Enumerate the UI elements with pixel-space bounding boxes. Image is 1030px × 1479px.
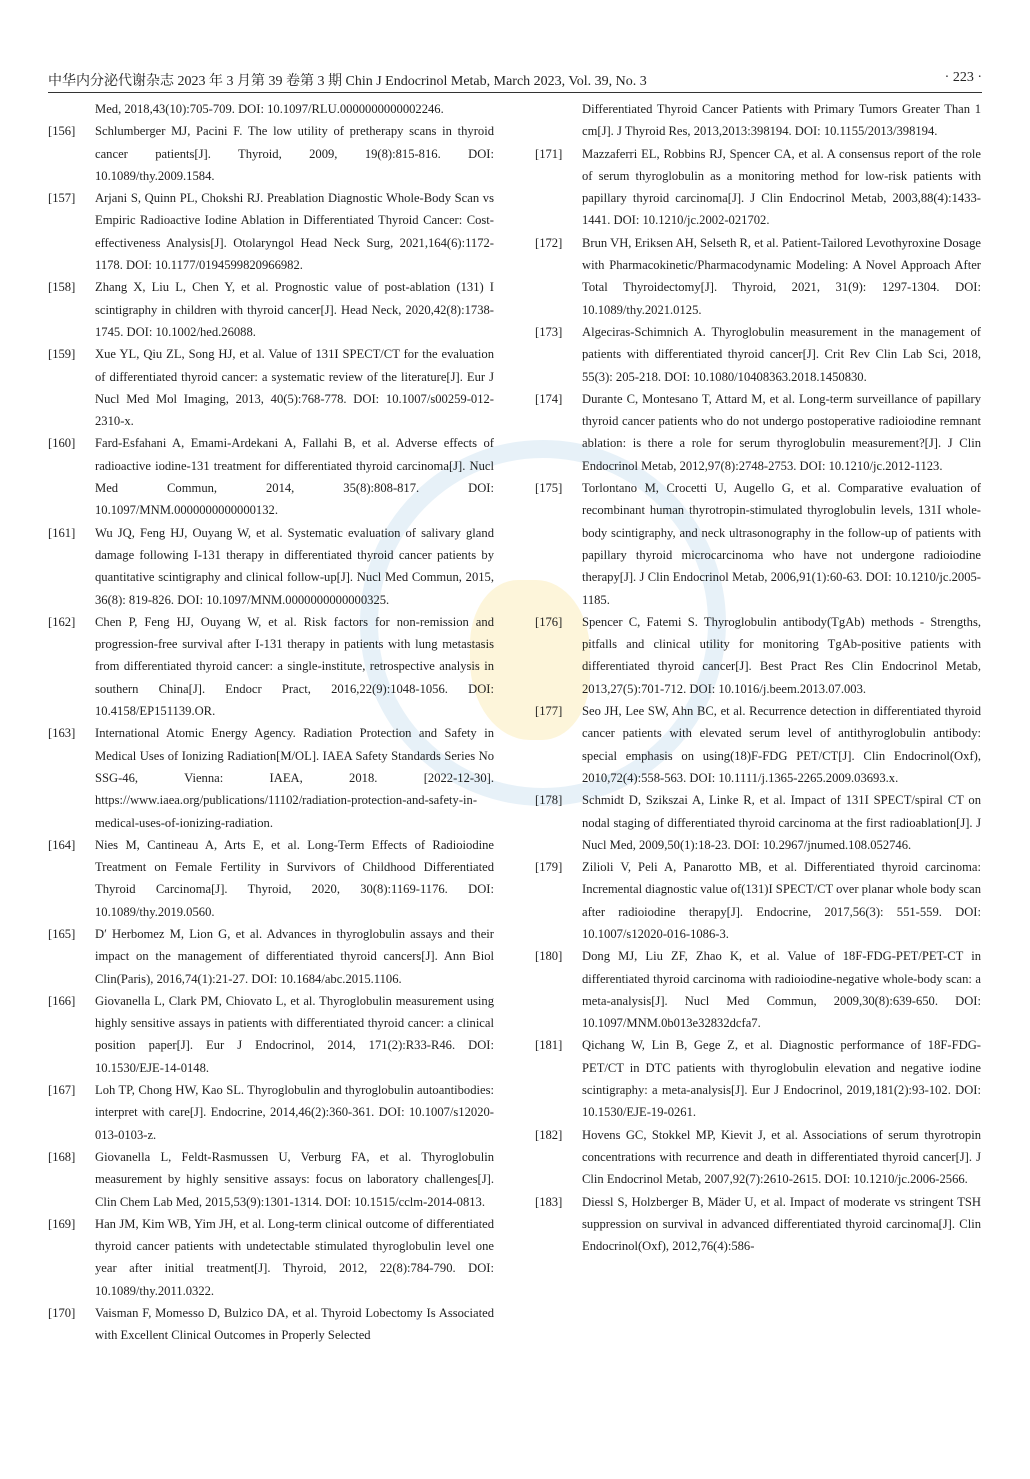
reference-text: Hovens GC, Stokkel MP, Kievit J, et al. Associations of serum thyrotropin concentrations with recurrence and death in differentiated thyroid cancer[J]. J Clin Endocrinol Metab, 2007,92(7):2610-2615. DOI: 10.1210/jc.2006-2566. xyxy=(582,1127,981,1187)
reference-172 xyxy=(535,232,981,321)
reference-text: Han JM, Kim WB, Yim JH, et al. Long-term clinical outcome of differentiated thyroid cancer patients with undetectable stimulated thyroglobulin level one year after initial treatment[J]. Thyroid, 2012, 22(8):784-790. DOI: 10.1089/thy.2011.0322. xyxy=(95,1216,494,1298)
reference-number: [180] xyxy=(535,949,563,964)
reference-number: [183] xyxy=(535,1194,563,1209)
right-column xyxy=(535,98,981,1257)
reference-156 xyxy=(48,120,494,187)
reference-number: [173] xyxy=(535,324,563,339)
reference-number: [176] xyxy=(535,614,563,629)
reference-text: Xue YL, Qiu ZL, Song HJ, et al. Value of 131I SPECT/CT for the evaluation of differentiated thyroid cancer: a systematic review of the literature[J]. Eur J Nucl Med Mol Imaging, 2013, 40(5):768-778. DOI: 10.1007/s00259-012-2310-x. xyxy=(95,347,494,429)
reference-166 xyxy=(48,990,494,1079)
reference-text: D′ Herbomez M, Lion G, et al. Advances in thyroglobulin assays and their impact on the management of differentiated thyroid cancers[J]. Ann Biol Clin(Paris), 2016,74(1):21-27. DOI: 10.1684/abc.2015.1106. xyxy=(95,926,494,986)
left-column xyxy=(48,98,494,1347)
reference-text: Wu JQ, Feng HJ, Ouyang W, et al. Systematic evaluation of salivary gland damage following I-131 therapy in differentiated thyroid cancer patients by quantitative scintigraphy and clinical follow-up[J]. Nucl Med Commun, 2015, 36(8): 819-826. DOI: 10.1097/MNM.0000000000000325. xyxy=(95,525,494,607)
reference-text: Schmidt D, Szikszai A, Linke R, et al. Impact of 131I SPECT/spiral CT on nodal staging of differentiated thyroid carcinoma at the first radioablation[J]. J Nucl Med, 2009,50(1):18-23. DOI: 10.2967/jnumed.108.052746. xyxy=(582,793,981,852)
reference-number: [177] xyxy=(535,704,563,719)
reference-text: Fard-Esfahani A, Emami-Ardekani A, Fallahi B, et al. Adverse effects of radioactive iodine-131 treatment for differentiated thyroid carcinoma[J]. Nucl Med Commun, 2014, 35(8):808-817. DOI: 10.1097/MNM.0000000000000132. xyxy=(95,436,494,518)
reference-text: Nies M, Cantineau A, Arts E, et al. Long-Term Effects of Radioiodine Treatment on Female Fertility in Survivors of Childhood Differentiated Thyroid Carcinoma[J]. Thyroid, 2020, 30(8):1169-1176. DOI: 10.1089/thy.2019.0560. xyxy=(95,837,494,919)
reference-text: Seo JH, Lee SW, Ahn BC, et al. Recurrence detection in differentiated thyroid cancer patients with elevated serum level of antithyroglobulin antibody: special emphasis on using(18)F-FDG PET/CT[J]. Clin Endocrinol(Oxf), 2010,72(4):558-563. DOI: 10.1111/j.1365-2265.2009.03693.x. xyxy=(582,704,981,785)
reference-continuation: Differentiated Thyroid Cancer Patients with Primary Tumors Greater Than 1 cm[J]. J Thyroid Res, 2013,2013:398194. DOI: 10.1155/2013/398194. xyxy=(582,102,981,139)
reference-text: International Atomic Energy Agency. Radiation Protection and Safety in Medical Uses of Ionizing Radiation[M/OL]. IAEA Safety Standards Series No SSG-46, Vienna: IAEA, 2018. [2022-12-30]. https://www.iaea.org/publications/11102/radiation-protection-and-safety-in-medical-uses-of-ionizing-radiation. xyxy=(95,726,494,830)
reference-161 xyxy=(48,522,494,611)
reference-text: Durante C, Montesano T, Attard M, et al. Long-term surveillance of papillary thyroid cancer patients who do not undergo postoperative radioiodine remnant ablation: is there a role for serum thyroglobulin measurement?[J]. J Clin Endocrinol Metab, 2012,97(8):2748-2753. DOI: 10.1210/jc.2012-1123. xyxy=(582,391,981,473)
reference-175 xyxy=(535,477,981,611)
reference-text: Algeciras-Schimnich A. Thyroglobulin measurement in the management of patients with differentiated thyroid cancer[J]. Crit Rev Clin Lab Sci, 2018, 55(3): 205-218. DOI: 10.1080/10408363.2018.1450830. xyxy=(582,324,981,384)
reference-number: [163] xyxy=(48,726,76,741)
reference-number: [172] xyxy=(535,235,563,250)
reference-text: Dong MJ, Liu ZF, Zhao K, et al. Value of 18F-FDG-PET/PET-CT in differentiated thyroid carcinoma with radioiodine-negative whole-body scan: a meta-analysis[J]. Nucl Med Commun, 2009,30(8):639-650. DOI: 10.1097/MNM.0b013e32832dcfa7. xyxy=(582,949,981,1031)
reference-number: [181] xyxy=(535,1038,563,1053)
reference-continuation: Med, 2018,43(10):705-709. DOI: 10.1097/RLU.0000000000002246. xyxy=(95,102,444,116)
reference-text: Schlumberger MJ, Pacini F. The low utility of pretherapy scans in thyroid cancer patients[J]. Thyroid, 2009, 19(8):815-816. DOI: 10.1089/thy.2009.1584. xyxy=(95,124,494,183)
reference-180 xyxy=(535,945,981,1034)
reference-number: [158] xyxy=(48,280,76,295)
reference-text: Brun VH, Eriksen AH, Selseth R, et al. Patient-Tailored Levothyroxine Dosage with Pharmacokinetic/Pharmacodynamic Modeling: A Novel Approach After Total Thyroidectomy[J]. Thyroid, 2021, 31(9): 1297-1304. DOI: 10.1089/thy.2021.0125. xyxy=(582,235,982,317)
reference-158 xyxy=(48,276,494,343)
page-number: · 223 · xyxy=(944,70,982,85)
reference-number: [174] xyxy=(535,391,563,406)
reference-171 xyxy=(535,143,981,232)
reference-178 xyxy=(535,789,981,856)
reference-179 xyxy=(535,856,981,945)
reference-183 xyxy=(535,1191,981,1258)
reference-text: Diessl S, Holzberger B, Mäder U, et al. Impact of moderate vs stringent TSH suppression on survival in advanced differentiated thyroid carcinoma[J]. Clin Endocrinol(Oxf), 2012,76(4):586- xyxy=(582,1194,981,1254)
running-header xyxy=(48,70,982,92)
reference-177 xyxy=(535,700,981,789)
reference-number: [162] xyxy=(48,614,76,629)
reference-173 xyxy=(535,321,981,388)
reference-number: [161] xyxy=(48,525,76,540)
reference-number: [164] xyxy=(48,837,76,852)
journal-citation-header: 中华内分泌代谢杂志 2023 年 3 月第 39 卷第 3 期 Chin J Endocrinol Metab, March 2023, Vol. 39, No. 3 xyxy=(48,74,647,89)
reference-number: [160] xyxy=(48,436,76,451)
reference-text: Giovanella L, Clark PM, Chiovato L, et al. Thyroglobulin measurement using highly sensitive assays in patients with differentiated thyroid cancer: a clinical position paper[J]. Eur J Endocrinol, 2014, 171(2):R33-R46. DOI: 10.1530/EJE-14-0148. xyxy=(95,993,494,1075)
reference-182 xyxy=(535,1124,981,1191)
reference-number: [179] xyxy=(535,860,563,875)
reference-169 xyxy=(48,1213,494,1302)
reference-number: [182] xyxy=(535,1127,563,1142)
reference-number: [166] xyxy=(48,993,76,1008)
reference-167 xyxy=(48,1079,494,1146)
reference-text: Torlontano M, Crocetti U, Augello G, et al. Comparative evaluation of recombinant human thyrotropin-stimulated thyroglobulin levels, 131I whole-body scintigraphy, and neck ultrasonography in the follow-up of patients with papillary thyroid microcarcinoma who have not undergone radioiodine therapy[J]. J Clin Endocrinol Metab, 2006,91(1):60-63. DOI: 10.1210/jc.2005-1185. xyxy=(582,481,981,607)
reference-number: [157] xyxy=(48,191,76,206)
reference-number: [167] xyxy=(48,1083,76,1098)
reference-170 xyxy=(48,1302,494,1347)
reference-number: [178] xyxy=(535,793,563,808)
reference-181 xyxy=(535,1034,981,1123)
reference-number: [171] xyxy=(535,146,563,161)
reference-text: Qichang W, Lin B, Gege Z, et al. Diagnostic performance of 18F-FDG-PET/CT in DTC patients with thyroglobulin elevation and negative iodine scintigraphy: a meta-analysis[J]. Eur J Endocrinol, 2019,181(2):93-102. DOI: 10.1530/EJE-19-0261. xyxy=(582,1038,981,1120)
reference-number: [169] xyxy=(48,1216,76,1231)
reference-number: [168] xyxy=(48,1149,76,1164)
reference-174 xyxy=(535,388,981,477)
reference-159 xyxy=(48,343,494,432)
reference-164 xyxy=(48,834,494,923)
reference-number: [156] xyxy=(48,124,76,139)
reference-number: [175] xyxy=(535,481,563,496)
reference-text: Mazzaferri EL, Robbins RJ, Spencer CA, et al. A consensus report of the role of serum thyroglobulin as a monitoring method for low-risk patients with papillary thyroid carcinoma[J]. J Clin Endocrinol Metab, 2003,88(4):1433-1441. DOI: 10.1210/jc.2002-021702. xyxy=(582,146,981,228)
reference-165 xyxy=(48,923,494,990)
reference-157 xyxy=(48,187,494,276)
reference-number: [170] xyxy=(48,1306,76,1321)
reference-163 xyxy=(48,722,494,833)
reference-text: Spencer C, Fatemi S. Thyroglobulin antibody(TgAb) methods - Strengths, pitfalls and clinical utility for monitoring TgAb-positive patients with differentiated thyroid cancer[J]. Best Pract Res Clin Endocrinol Metab, 2013,27(5):701-712. DOI: 10.1016/j.beem.2013.07.003. xyxy=(582,614,981,696)
header-rule xyxy=(48,92,982,93)
reference-176 xyxy=(535,611,981,700)
reference-text: Chen P, Feng HJ, Ouyang W, et al. Risk factors for non-remission and progression-free survival after I-131 therapy in patients with lung metastasis from differentiated thyroid cancer: a single-institute, retrospective analysis in southern China[J]. Endocr Pract, 2016,22(9):1048-1056. DOI: 10.4158/EP151139.OR. xyxy=(95,614,494,719)
reference-text: Loh TP, Chong HW, Kao SL. Thyroglobulin and thyroglobulin autoantibodies: interpret with care[J]. Endocrine, 2014,46(2):360-361. DOI: 10.1007/s12020-013-0103-z. xyxy=(95,1083,494,1142)
reference-160 xyxy=(48,432,494,521)
reference-text: Zhang X, Liu L, Chen Y, et al. Prognostic value of post-ablation (131) I scintigraphy in children with thyroid cancer[J]. Head Neck, 2020,42(8):1738-1745. DOI: 10.1002/hed.26088. xyxy=(95,280,494,339)
reference-text: Arjani S, Quinn PL, Chokshi RJ. Preablation Diagnostic Whole-Body Scan vs Empiric Radioactive Iodine Ablation in Differentiated Thyroid Cancer: Cost-effectiveness Analysis[J]. Otolaryngol Head Neck Surg, 2021,164(6):1172-1178. DOI: 10.1177/0194599820966982. xyxy=(95,191,494,273)
reference-text: Zilioli V, Peli A, Panarotto MB, et al. Differentiated thyroid carcinoma: Incremental diagnostic value of(131)I SPECT/CT over planar whole body scan after radioiodine therapy[J]. Endocrine, 2017,56(3): 551-559. DOI: 10.1007/s12020-016-1086-3. xyxy=(582,860,981,941)
reference-text: Vaisman F, Momesso D, Bulzico DA, et al. Thyroid Lobectomy Is Associated with Excellent Clinical Outcomes in Properly Selected xyxy=(95,1306,494,1343)
reference-number: [165] xyxy=(48,926,76,941)
reference-number: [159] xyxy=(48,347,76,362)
reference-162 xyxy=(48,611,494,722)
reference-text: Giovanella L, Feldt-Rasmussen U, Verburg FA, et al. Thyroglobulin measurement by highly sensitive assays: focus on laboratory challenges[J]. Clin Chem Lab Med, 2015,53(9):1301-1314. DOI: 10.1515/cclm-2014-0813. xyxy=(95,1149,494,1209)
reference-168 xyxy=(48,1146,494,1213)
